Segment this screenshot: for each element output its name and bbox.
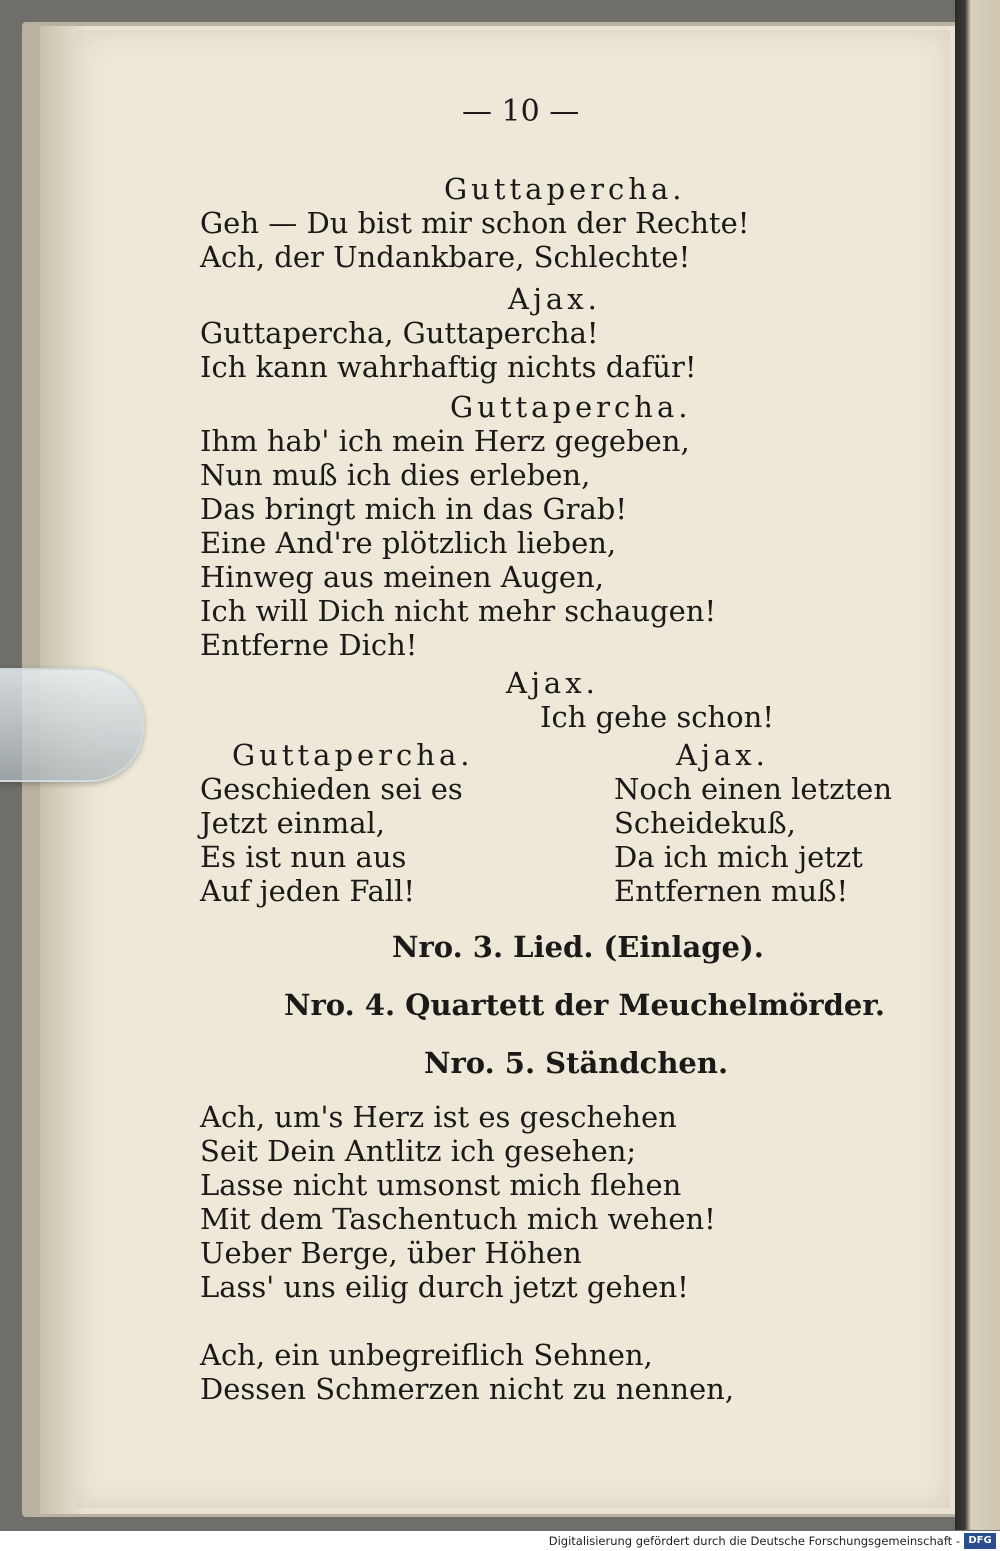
speaker-label: Guttapercha.: [444, 172, 686, 206]
verse-line: Seit Dein Antlitz ich gesehen;: [200, 1134, 637, 1168]
verse-line-left: Es ist nun aus: [200, 840, 407, 874]
verse-line: Ich will Dich nicht mehr schaugen!: [200, 594, 717, 628]
verse-line-left: Auf jeden Fall!: [200, 874, 415, 908]
speaker-label-right: Ajax.: [676, 738, 769, 772]
verse-line: Geh — Du bist mir schon der Rechte!: [200, 206, 750, 240]
verse-line: Das bringt mich in das Grab!: [200, 492, 628, 526]
verse-line: Ach, der Undankbare, Schlechte!: [200, 240, 691, 274]
verse-line: Nun muß ich dies erleben,: [200, 458, 591, 492]
verse-line-left: Geschieden sei es: [200, 772, 463, 806]
digitization-credit-bar: [0, 1531, 1000, 1551]
heading-nro-4: Nro. 4. Quartett der Meuchelmörder.: [284, 988, 886, 1022]
verse-line: Ach, ein unbegreiflich Sehnen,: [200, 1338, 653, 1372]
verse-line-right: Scheidekuß,: [614, 806, 796, 840]
speaker-label: Ajax.: [508, 282, 601, 316]
verse-line: Ich gehe schon!: [540, 700, 774, 734]
dfg-logo: DFG: [964, 1533, 996, 1549]
verse-line: Mit dem Taschentuch mich wehen!: [200, 1202, 716, 1236]
verse-line: Guttapercha, Guttapercha!: [200, 316, 599, 350]
verse-line: Ueber Berge, über Höhen: [200, 1236, 582, 1270]
heading-nro-3: Nro. 3. Lied. (Einlage).: [392, 930, 764, 964]
verse-line: Ach, um's Herz ist es geschehen: [200, 1100, 677, 1134]
verse-line-right: Noch einen letzten: [614, 772, 893, 806]
verse-line: Dessen Schmerzen nicht zu nennen,: [200, 1372, 735, 1406]
page-clip: [0, 668, 144, 782]
verse-line: Lass' uns eilig durch jetzt gehen!: [200, 1270, 689, 1304]
verse-line-left: Jetzt einmal,: [200, 806, 385, 840]
verse-line: Hinweg aus meinen Augen,: [200, 560, 604, 594]
heading-nro-5: Nro. 5. Ständchen.: [424, 1046, 729, 1080]
verse-line-right: Da ich mich jetzt: [614, 840, 863, 874]
page-number: — 10 —: [462, 94, 580, 129]
speaker-label-left: Guttapercha.: [232, 738, 474, 772]
verse-line-right: Entfernen muß!: [614, 874, 849, 908]
speaker-label: Guttapercha.: [450, 390, 692, 424]
verse-line: Eine And're plötzlich lieben,: [200, 526, 617, 560]
funding-credit: Digitalisierung gefördert durch die Deutsche Forschungsgemeinschaft -: [548, 1534, 960, 1548]
verse-line: Lasse nicht umsonst mich flehen: [200, 1168, 682, 1202]
verse-line: Ich kann wahrhaftig nichts dafür!: [200, 350, 697, 384]
verse-line: Entferne Dich!: [200, 628, 418, 662]
verse-line: Ihm hab' ich mein Herz gegeben,: [200, 424, 690, 458]
speaker-label: Ajax.: [506, 666, 599, 700]
facing-page-edge: [955, 0, 1000, 1530]
